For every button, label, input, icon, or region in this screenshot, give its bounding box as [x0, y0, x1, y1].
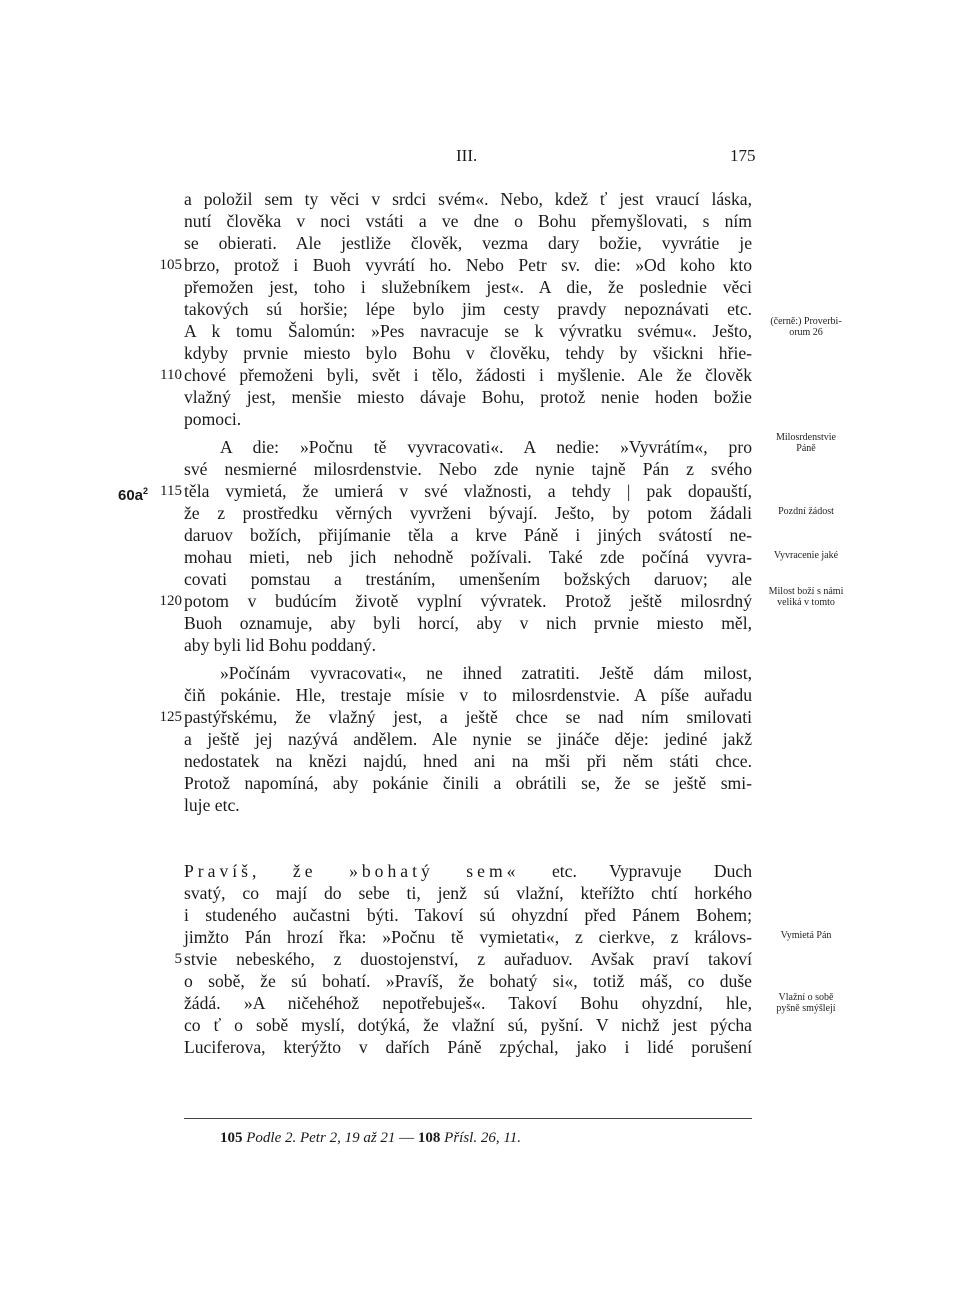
text-line: své nesmierné milosrdenstvie. Nebo zde nynie tajně Pán z svého [184, 459, 752, 479]
text-line: žádá. »A ničehéhož nepotřebuješ«. Takoví Bohu ohyzdní, hle, [184, 993, 752, 1013]
text-line: a položil sem ty věci v srdci svém«. Nebo, kdež ť jest vraucí láska, [184, 189, 752, 209]
line-number: 115 [160, 483, 182, 499]
line-number: 125 [159, 709, 182, 725]
text-line: chové přemoženi byli, svět i tělo, žádosti i myšlenie. Ale že člověk [184, 365, 752, 385]
footnote-text: Přísl. 26, 11. [444, 1130, 521, 1146]
text-line: a ještě jej nazývá andělem. Ale nynie se jináče děje: jediné jakž [184, 729, 752, 749]
margin-note: Vymietá Pán [780, 930, 832, 941]
text-line: kdyby prvnie miesto bylo Bohu v člověku, tehdy by všickni hřie- [184, 343, 752, 363]
margin-note-line: Páně [796, 443, 816, 454]
line-number: 120 [159, 593, 182, 609]
chapter-number: III. [456, 146, 478, 165]
margin-note [756, 992, 856, 1014]
text-line: brzo, protož i Buoh vyvrátí ho. Nebo Petr sv. die: »Od koho kto [184, 255, 752, 275]
text-line: stvie nebeského, z duostojenství, z auřaduov. Avšak praví takoví [184, 949, 752, 969]
text-line: pomoci. [184, 409, 242, 429]
spaced-word: že [292, 861, 317, 881]
margin-note-line: Milosrdenstvie [776, 432, 836, 443]
text-line: Luciferova, kterýžto v dařích Páně zpýchal, jako i lidé porušení [184, 1037, 752, 1057]
text-line: covati pomstau a trestáním, umenšením božských daruov; ale [184, 569, 752, 589]
footnote-text: Podle 2. Petr 2, 19 až 21 [246, 1130, 396, 1146]
margin-note [756, 316, 856, 338]
margin-note: Pozdní žádost [778, 506, 834, 517]
text-line: svatý, co mají do sebe ti, jenž sú vlažní, kteřížto chtí horkého [184, 883, 752, 903]
footnote-line-ref: 108 [417, 1130, 441, 1146]
footnote-rule [184, 1118, 752, 1119]
text-line: přemožen jest, toho i služebníkem jest«. A die, že poslednie věci [184, 277, 752, 297]
folio-superscript: 2 [143, 486, 149, 496]
text-line: i studeného aučastni býti. Takoví sú ohyzdní před Pánem Bohem; [184, 905, 752, 925]
margin-note [756, 432, 856, 454]
margin-note-line: Vlažní o sobě [778, 992, 834, 1003]
footnote-dash: — [399, 1130, 415, 1146]
text-line: se obierati. Ale jestliže člověk, vezma dary božie, vyvrátie je [184, 233, 752, 253]
text-line: jimžto Pán hrozí řka: »Počnu tě vymietati«, z cierkve, z královs- [184, 927, 752, 947]
text-line: Buoh oznamuje, aby byli horcí, aby v nich prvnie miesto měl, [184, 613, 752, 633]
line-number: 105 [159, 257, 182, 273]
text-line: aby byli lid Bohu poddaný. [184, 635, 377, 655]
text-line: A k tomu Šalomún: »Pes navracuje se k vývratku svému«. Ješto, [184, 321, 752, 341]
text-line: potom v budúcím životě vyplní vývratek. Protož ještě milosrdný [184, 591, 752, 611]
text-line: daruov božích, přijímanie těla a krve Páně i jiných svátostí ne- [184, 525, 752, 545]
text-line: pastýřskému, že vlažný jest, a ještě chce se nad ním smilovati [184, 707, 752, 727]
text-line: mohau mieti, neb jich nehodně požívali. Také zde počíná vyvra- [184, 547, 752, 567]
manuscript-folio-signature [118, 480, 148, 507]
text-line: A die: »Počnu tě vyvracovati«. A nedie: »Vyvrátím«, pro [220, 437, 752, 457]
text-line: nedostatek na knězi najdú, hned ani na mši při něm státi chce. [184, 751, 752, 771]
text-line: »Počínám vyvracovati«, ne ihned zatratiti. Ještě dám milost, [220, 663, 752, 683]
page-header [0, 146, 960, 166]
text-line: vlažný jest, menšie miesto dávaje Bohu, protož nenie hoden božie [184, 387, 752, 407]
line-continuation: etc. Vypravuje Duch [519, 861, 753, 881]
page-number: 175 [730, 146, 756, 165]
spaced-word: »bohatý [349, 861, 434, 881]
text-line: čiň pokánie. Hle, trestaje mísie v to milosrdenstvie. A píše auřadu [184, 685, 752, 705]
margin-note-line: Milost boží s námi [768, 586, 844, 597]
text-line: co ť o sobě myslí, dotýká, že vlažní sú, pyšní. V nichž jest pýcha [184, 1015, 752, 1035]
spaced-word: Pravíš, [184, 861, 261, 881]
margin-note-line: orum 26 [789, 327, 823, 338]
text-line: že z prostředku věrných vyvrženi bývají. Ješto, by potom žádali [184, 503, 752, 523]
text-line: nutí člověka v noci vstáti a ve dne o Bohu přemyšlovati, s ním [184, 211, 752, 231]
folio-label: 60a [118, 487, 144, 504]
margin-note [756, 586, 856, 608]
text-line: těla vymietá, že umierá v své vlažnosti, a tehdy | pak dopauští, [184, 481, 752, 501]
spaced-word: sem« [466, 861, 520, 881]
text-line: Protož napomíná, aby pokánie činili a obrátili se, že se ještě smi- [184, 773, 752, 793]
text-line: takových sú horšie; lépe bylo jim cesty pravdy nepoznávati etc. [184, 299, 752, 319]
text-line: luje etc. [184, 795, 240, 815]
line-number: 110 [160, 367, 182, 383]
margin-note-line: (černě:) Proverbi- [770, 316, 842, 327]
section-first-line [184, 860, 752, 882]
footnote [220, 1130, 521, 1147]
line-number: 5 [174, 951, 182, 967]
margin-note: Vyvracenie jaké [773, 550, 839, 561]
margin-note-line: veliká v tomto [777, 597, 835, 608]
margin-note-line: pyšně smýšlejí [776, 1003, 836, 1014]
footnote-line-ref: 105 [220, 1130, 243, 1146]
text-line: o sobě, že sú bohatí. »Pravíš, že bohatý si«, totiž máš, co duše [184, 971, 752, 991]
